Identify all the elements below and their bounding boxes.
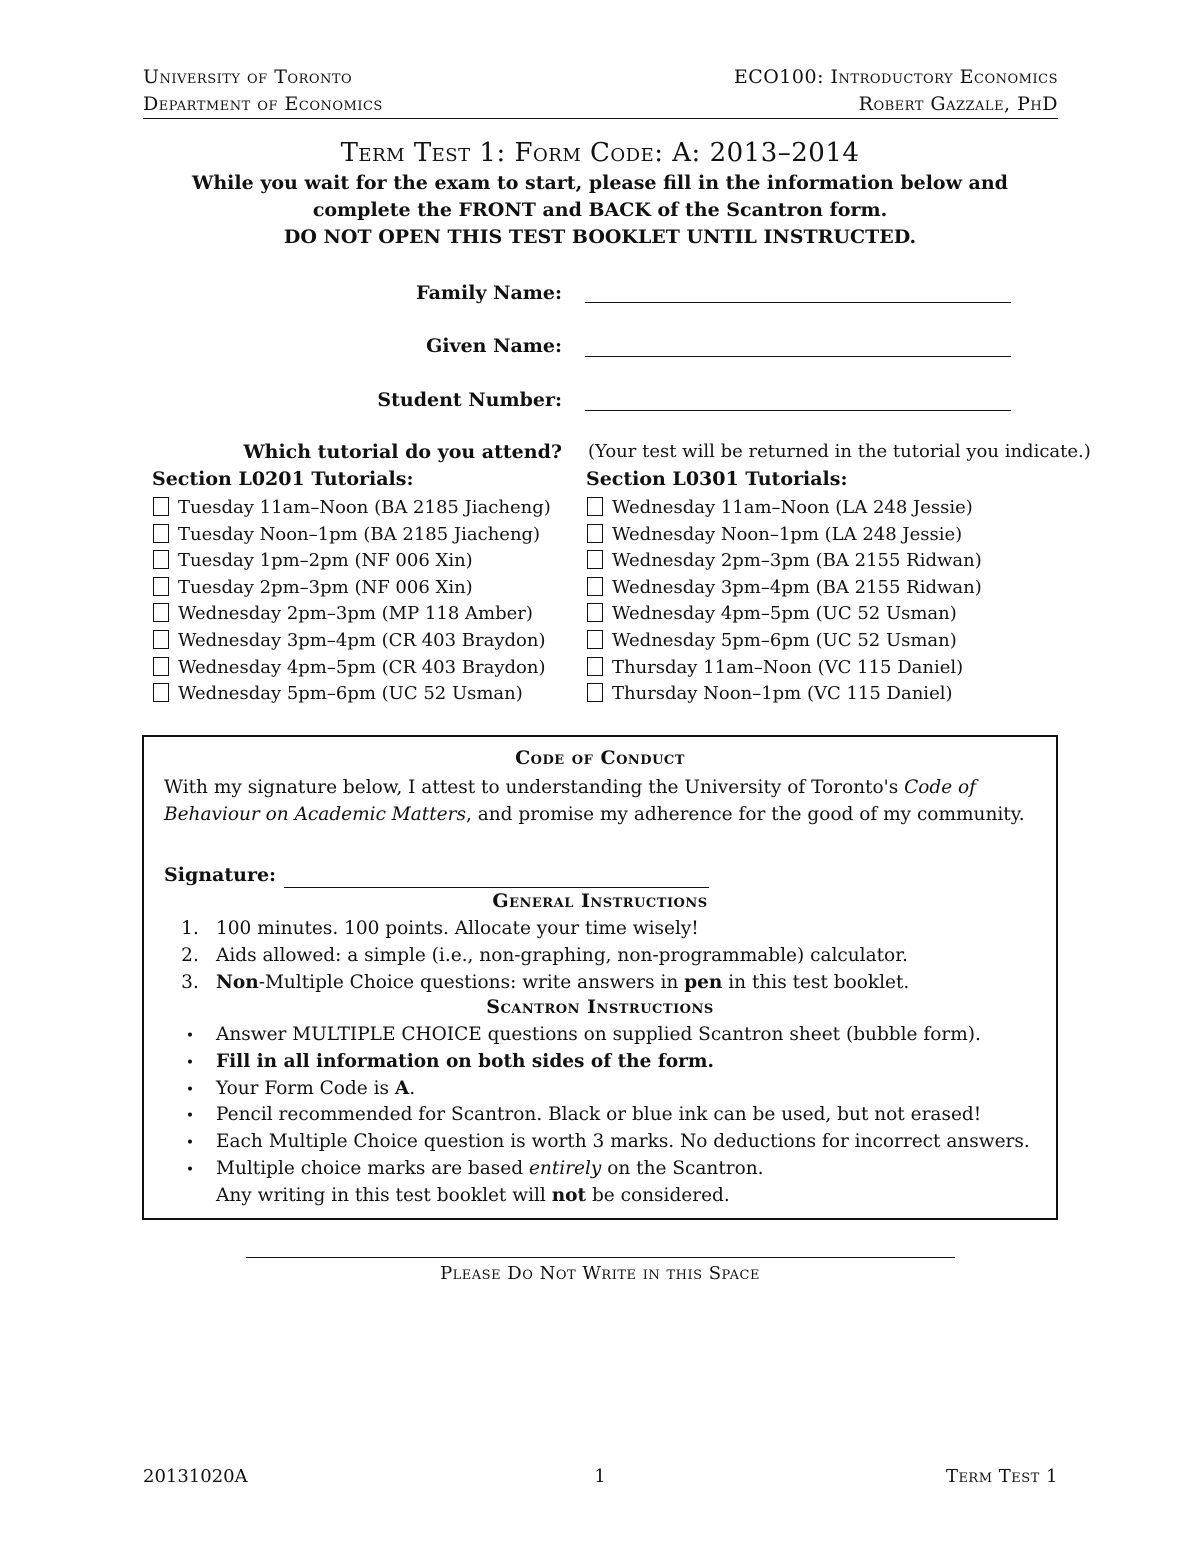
checkbox[interactable] xyxy=(153,683,169,702)
code-of-conduct-heading: Code of Conduct xyxy=(515,747,685,769)
student-number-label: Student Number: xyxy=(377,389,562,411)
list-item: • Each Multiple Choice question is worth 3 marks. No deductions for incorrect answers. xyxy=(185,1131,1030,1153)
family-name-field[interactable] xyxy=(585,302,1011,303)
instructor-name: Robert Gazzale, PhD xyxy=(858,93,1058,115)
list-item: 3. Non-Multiple Choice questions: write answers in pen in this test booklet. xyxy=(181,971,910,993)
signature-label: Signature: xyxy=(164,864,277,886)
tutorial-option[interactable]: Thursday 11am–Noon (VC 115 Daniel) xyxy=(587,655,982,682)
code-of-conduct-text: With my signature below, I attest to understanding the University of Toronto's Code of Behaviour on Academic Matters, and promise my adherence for the good of my community. xyxy=(164,777,1025,825)
list-item: 2. Aids allowed: a simple (i.e., non-graphing, non-programmable) calculator. xyxy=(181,944,908,966)
checkbox[interactable] xyxy=(587,603,603,622)
checkbox[interactable] xyxy=(153,497,169,516)
intro-line-2: complete the FRONT and BACK of the Scantron form. xyxy=(312,199,888,221)
footer-page-number: 1 xyxy=(594,1466,606,1487)
instructions-box xyxy=(142,735,1058,1220)
tutorial-option[interactable]: Wednesday 2pm–3pm (MP 118 Amber) xyxy=(153,601,551,628)
course-name: ECO100: Introductory Economics xyxy=(733,66,1058,88)
footer-label: Term Test 1 xyxy=(945,1466,1058,1487)
tutorial-option[interactable]: Wednesday 4pm–5pm (CR 403 Braydon) xyxy=(153,655,551,682)
checkbox[interactable] xyxy=(587,630,603,649)
tutorial-option[interactable]: Tuesday Noon–1pm (BA 2185 Jiacheng) xyxy=(153,522,551,549)
checkbox[interactable] xyxy=(153,657,169,676)
bottom-divider xyxy=(246,1257,955,1258)
footer-code: 20131020A xyxy=(143,1466,248,1487)
tutorial-option[interactable]: Wednesday 3pm–4pm (BA 2155 Ridwan) xyxy=(587,575,982,602)
checkbox[interactable] xyxy=(587,497,603,516)
page-title: Term Test 1: Form Code: A: 2013–2014 xyxy=(340,138,860,168)
checkbox[interactable] xyxy=(587,683,603,702)
list-item: • Answer MULTIPLE CHOICE questions on supplied Scantron sheet (bubble form). xyxy=(185,1024,981,1045)
section-l0301-tutorial-list xyxy=(587,495,982,708)
intro-instructions xyxy=(0,170,1200,251)
list-item: 1. 100 minutes. 100 points. Allocate your time wisely! xyxy=(181,918,699,939)
general-instructions-list xyxy=(164,916,909,996)
header-right xyxy=(734,64,1058,118)
tutorial-option[interactable]: Wednesday 2pm–3pm (BA 2155 Ridwan) xyxy=(587,548,982,575)
checkbox[interactable] xyxy=(587,577,603,596)
student-number-field[interactable] xyxy=(585,410,1011,411)
checkbox[interactable] xyxy=(153,577,169,596)
list-item: • Your Form Code is A. xyxy=(185,1077,416,1099)
section-l0201-tutorial-list xyxy=(153,495,551,708)
tutorial-option[interactable]: Tuesday 2pm–3pm (NF 006 Xin) xyxy=(153,575,551,602)
header-left xyxy=(143,64,383,118)
tutorial-option[interactable]: Tuesday 1pm–2pm (NF 006 Xin) xyxy=(153,548,551,575)
checkbox[interactable] xyxy=(587,550,603,569)
tutorial-option[interactable]: Wednesday 4pm–5pm (UC 52 Usman) xyxy=(587,601,982,628)
family-name-label: Family Name: xyxy=(416,282,562,304)
tutorial-option[interactable]: Wednesday 5pm–6pm (UC 52 Usman) xyxy=(587,628,982,655)
list-item: Any writing in this test booklet will not be considered. xyxy=(216,1184,730,1206)
checkbox[interactable] xyxy=(153,524,169,543)
given-name-field[interactable] xyxy=(585,356,1011,357)
general-instructions-heading: General Instructions xyxy=(492,890,708,912)
scantron-instructions-list xyxy=(164,1022,1030,1210)
header-divider xyxy=(143,118,1058,119)
do-not-write-label: Please Do Not Write in this Space xyxy=(440,1263,760,1284)
intro-line-1: While you wait for the exam to start, please fill in the information below and xyxy=(192,172,1008,194)
tutorial-note: (Your test will be returned in the tutorial you indicate.) xyxy=(588,441,1091,462)
list-item: • Pencil recommended for Scantron. Black or blue ink can be used, but not erased! xyxy=(185,1104,982,1126)
tutorial-option[interactable]: Wednesday 5pm–6pm (UC 52 Usman) xyxy=(153,681,551,708)
tutorial-option[interactable]: Wednesday 3pm–4pm (CR 403 Braydon) xyxy=(153,628,551,655)
department-name: Department of Economics xyxy=(143,93,383,115)
checkbox[interactable] xyxy=(153,603,169,622)
checkbox[interactable] xyxy=(587,657,603,676)
intro-line-3: DO NOT OPEN THIS TEST BOOKLET UNTIL INSTRUCTED. xyxy=(283,226,917,248)
list-item: • Multiple choice marks are based entirely on the Scantron. xyxy=(185,1157,764,1179)
checkbox[interactable] xyxy=(153,630,169,649)
signature-field[interactable] xyxy=(284,887,709,888)
tutorial-option[interactable]: Thursday Noon–1pm (VC 115 Daniel) xyxy=(587,681,982,708)
given-name-label: Given Name: xyxy=(426,335,562,357)
section-l0301-heading: Section L0301 Tutorials: xyxy=(586,468,848,490)
section-l0201-heading: Section L0201 Tutorials: xyxy=(152,468,414,490)
tutorial-option[interactable]: Wednesday 11am–Noon (LA 248 Jessie) xyxy=(587,495,982,522)
checkbox[interactable] xyxy=(587,524,603,543)
scantron-instructions-heading: Scantron Instructions xyxy=(486,996,714,1018)
tutorial-question: Which tutorial do you attend? xyxy=(243,441,562,463)
university-name: University of Toronto xyxy=(143,66,353,88)
tutorial-option[interactable]: Wednesday Noon–1pm (LA 248 Jessie) xyxy=(587,522,982,549)
tutorial-option[interactable]: Tuesday 11am–Noon (BA 2185 Jiacheng) xyxy=(153,495,551,522)
list-item: • Fill in all information on both sides of the form. xyxy=(185,1050,714,1072)
checkbox[interactable] xyxy=(153,550,169,569)
